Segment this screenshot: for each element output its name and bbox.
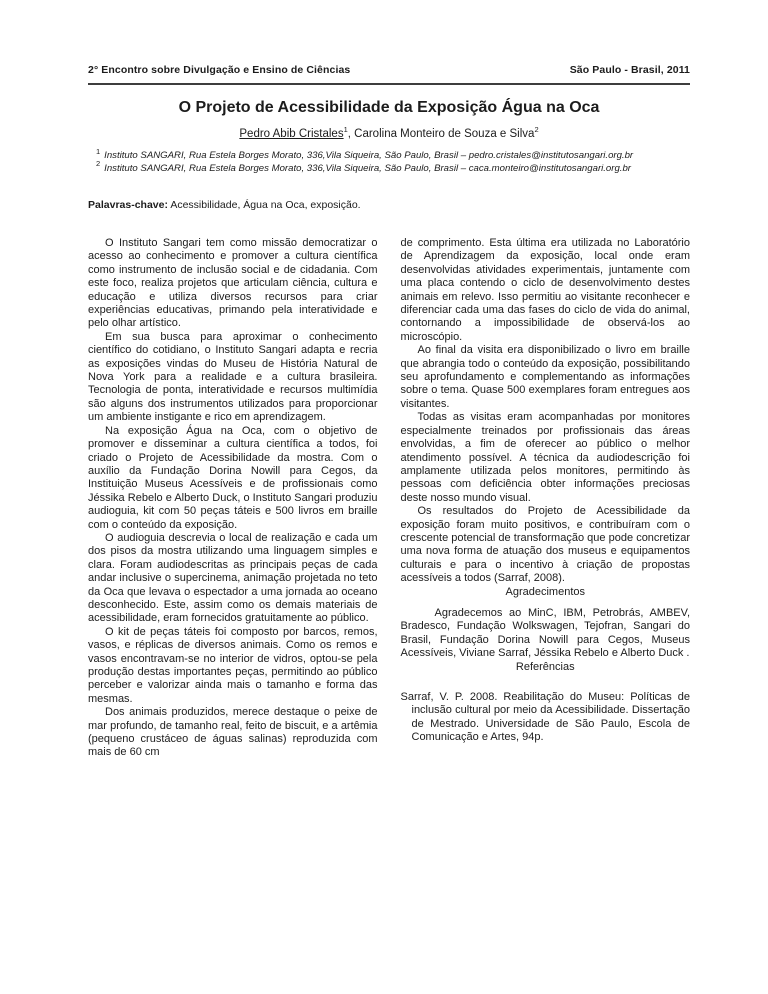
body-paragraph: Ao final da visita era disponibilizado o livro em braille que abrangia todo o conteúdo da exposição, possibilitando seu aprofundamento e complementando as informações sobre o tema. Quase 500 exemplares foram entregues aos visitantes. (400, 344, 690, 410)
authors-separator: , (347, 128, 355, 140)
author-sup-2: 2 (534, 125, 539, 135)
affiliation-sup-2: 2 (96, 159, 101, 169)
article-body (88, 237, 690, 760)
keywords-text: Acessibilidade, Água na Oca, exposição. (167, 199, 361, 211)
affiliation-line-1 (88, 146, 690, 163)
section-heading-acknowledgements: Agradecimentos (505, 585, 585, 598)
keywords-label: Palavras-chave: (88, 199, 168, 211)
author-sup-1: 1 (343, 125, 348, 135)
acknowledgements-paragraph: Agradecemos ao MinC, IBM, Petrobrás, AMBEV, Bradesco, Fundação Wolkswagen, Tejofran, Sangari do Brasil, Fundação Dorina Nowill para Cegos, Museus Acessíveis, Viviane Sarraf, Jéssika Rebelo e Alberto Duck . (400, 606, 690, 660)
authors-line (88, 127, 690, 141)
body-paragraph: O Instituto Sangari tem como missão democratizar o acesso ao conhecimento e promover a cultura científica como instrumento de inclusão social e de cidadania. Com este foco, realiza projetos que articulam ciência, cultura e educação e utiliza diversos recursos para criar experiências educativas, primando pela interatividade e pelo olhar artístico. (88, 237, 378, 330)
body-paragraph: Dos animais produzidos, merece destaque o peixe de mar profundo, de tamanho real, feito de biscuit, e a artêmia (pequeno crustáceo de águas salinas) reproduzida com mais de 60 cm (88, 706, 378, 759)
body-paragraph: O kit de peças táteis foi composto por barcos, remos, vasos, e réplicas de diversos animais. Como os remos e vasos encontravam-se no interior de vidros, optou-se pela produção destas importantes peças, permitindo ao público perceber e valorizar ainda mais o tamanho e forma das mesmas. (88, 625, 378, 705)
column-left (88, 237, 378, 760)
location-year: São Paulo - Brasil, 2011 (569, 64, 690, 76)
body-paragraph: Em sua busca para aproximar o conhecimento científico do cotidiano, o Instituto Sangari adapta e recria as exposições vindas do Museu de História Natural de Nova York para a realidade e a cultura brasileira. Tecnologia de ponta, interatividade e recursos multimídia são alguns dos instrumentos utilizados para proporcionar um ambiente instigante e rico em aprendizagem. (88, 330, 378, 424)
conference-name: 2° Encontro sobre Divulgação e Ensino de Ciências (88, 64, 351, 76)
column-right (401, 237, 691, 760)
body-paragraph: de comprimento. Esta última era utilizada no Laboratório de Aprendizagem da exposição, local onde eram desenvolvidas atividades experimentais, juntamente com uma placa contendo o ciclo de desenvolvimento destes animais em relevo. Isso permitiu ao visitante reconhecer e diferenciar cada uma das fases do ciclo de vida do animal, contornando a impossibilidade de observá-los ao microscópio. (400, 237, 690, 343)
running-head (88, 64, 690, 85)
affiliation-text-1: Instituto SANGARI, Rua Estela Borges Morato, 336,Vila Siqueira, São Paulo, Brasil – pedro.cristales@institutosangari.org.br (104, 150, 634, 161)
affiliation-line-2 (88, 159, 690, 176)
body-paragraph: Na exposição Água na Oca, com o objetivo de promover e disseminar a cultura científica a todos, foi criado o Projeto de Acessibilidade da mostra. Com o auxílio da Fundação Dorina Nowill para Cegos, da Instituição Museus Acessíveis e de profissionais como Jéssika Rebelo e Alberto Duck, o Instituto Sangari produziu audioguia, kit com 50 peças táteis e 500 livros em braille com o conteúdo da exposição. (88, 424, 378, 531)
body-paragraph: Os resultados do Projeto de Acessibilidade da exposição foram muito positivos, e contribuíram com o crescente potencial de transformação que pode concretizar uma nova forma de atuação dos museus e equipamentos culturais e para o incentivo à criação de propostas acessíveis a todos (Sarraf, 2008). (400, 505, 690, 585)
section-heading-references: Referências (515, 660, 575, 673)
body-paragraph: Todas as visitas eram acompanhadas por monitores especialmente treinados por profissionais das áreas envolvidas, a fim de oferecer ao público o melhor atendimento possível. A técnica da audiodescrição foi amplamente utilizada pelos monitores, permitindo às pessoas com deficiência obter informações preciosas deste nosso mundo visual. (400, 411, 690, 504)
author-name-1: Pedro Abib Cristales (239, 128, 344, 140)
affiliations-block (88, 146, 690, 175)
affiliation-text-2: Instituto SANGARI, Rua Estela Borges Morato, 336,Vila Siqueira, São Paulo, Brasil – caca.monteiro@institutosangari.org.br (104, 162, 631, 174)
keywords-line (88, 199, 690, 212)
reference-entry: Sarraf, V. P. 2008. Reabilitação do Museu: Políticas de inclusão cultural por meio da Acessibilidade. Dissertação de Mestrado. Universidade de São Paulo, Escola de Comunicação e Artes, 94p. (400, 691, 690, 744)
author-name-2: Carolina Monteiro de Souza e Silva (354, 128, 535, 140)
paper-title: O Projeto de Acessibilidade da Exposição Água na Oca (178, 99, 600, 116)
body-paragraph: O audioguia descrevia o local de realização e cada um dos pisos da mostra utilizando uma linguagem simples e clara. Foram audiodescritas as principais peças de cada andar inclusive o supercinema, animação projetada no teto da Oca que levava o espectador a uma jornada ao oceano desconhecido. Este, assim como os demais materiais de acessibilidade, eram fornecidos gratuitamente ao público. (88, 531, 378, 625)
affiliation-sup-1: 1 (96, 146, 101, 156)
page-content (88, 64, 690, 760)
